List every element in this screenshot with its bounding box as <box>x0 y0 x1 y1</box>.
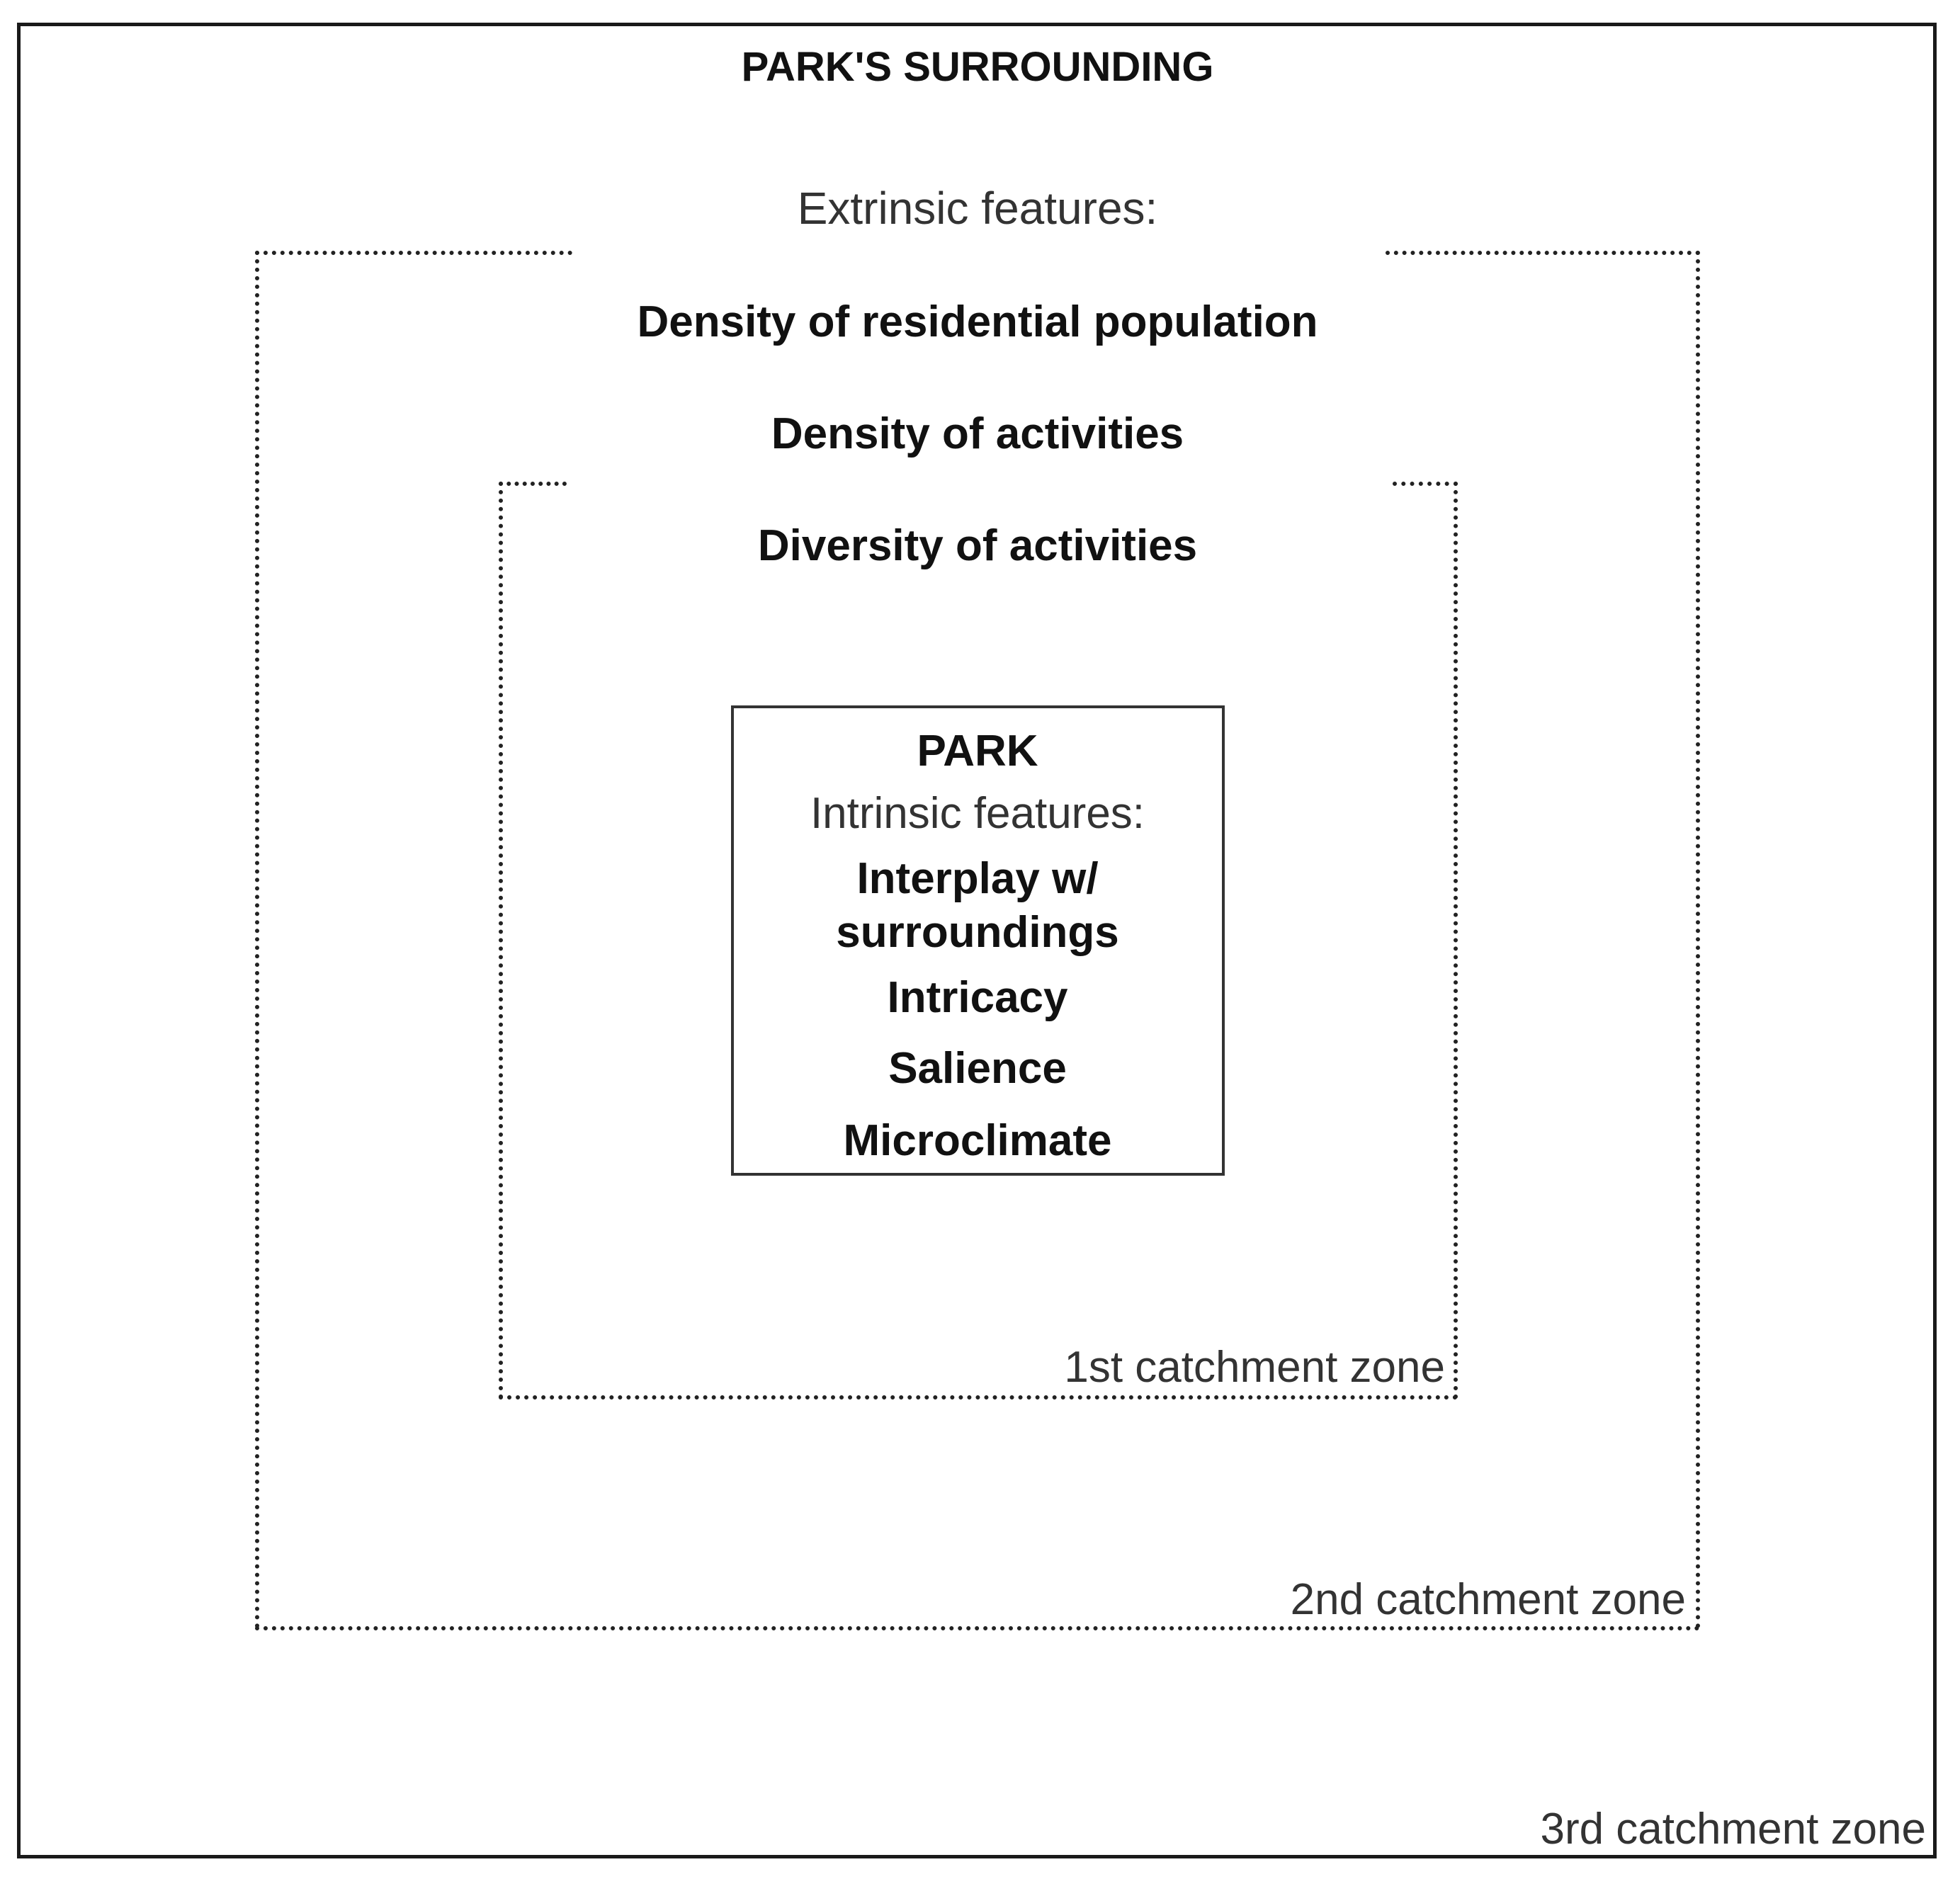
first-zone-left-border <box>499 482 503 1400</box>
second-zone-top-left-border <box>255 251 572 255</box>
intrinsic-feature-surroundings: surroundings <box>836 908 1119 957</box>
intrinsic-features-label: Intrinsic features: <box>810 789 1145 838</box>
second-zone-bottom-border <box>255 1626 1700 1630</box>
second-zone-left-border <box>255 251 259 1629</box>
surrounding-title: PARK'S SURROUNDING <box>741 44 1214 90</box>
second-zone-right-border <box>1696 251 1700 1629</box>
third-catchment-zone-label: 3rd catchment zone <box>1540 1805 1926 1854</box>
second-zone-top-right-border <box>1386 251 1700 255</box>
extrinsic-feature-residential-density: Density of residential population <box>637 297 1318 346</box>
first-zone-right-border <box>1454 482 1458 1400</box>
second-catchment-zone-label: 2nd catchment zone <box>1290 1575 1686 1624</box>
first-zone-top-left-border <box>499 482 567 486</box>
park-title: PARK <box>917 727 1038 776</box>
intrinsic-feature-intricacy: Intricacy <box>887 973 1068 1022</box>
intrinsic-feature-interplay: Interplay w/ <box>856 854 1099 903</box>
intrinsic-feature-salience: Salience <box>888 1044 1067 1093</box>
extrinsic-feature-activity-diversity: Diversity of activities <box>757 521 1198 570</box>
first-zone-top-right-border <box>1393 482 1458 486</box>
extrinsic-features-label: Extrinsic features: <box>797 183 1158 234</box>
first-catchment-zone-label: 1st catchment zone <box>1064 1343 1445 1392</box>
intrinsic-feature-microclimate: Microclimate <box>843 1116 1112 1165</box>
first-zone-bottom-border <box>499 1395 1458 1400</box>
extrinsic-feature-activity-density: Density of activities <box>771 409 1184 458</box>
